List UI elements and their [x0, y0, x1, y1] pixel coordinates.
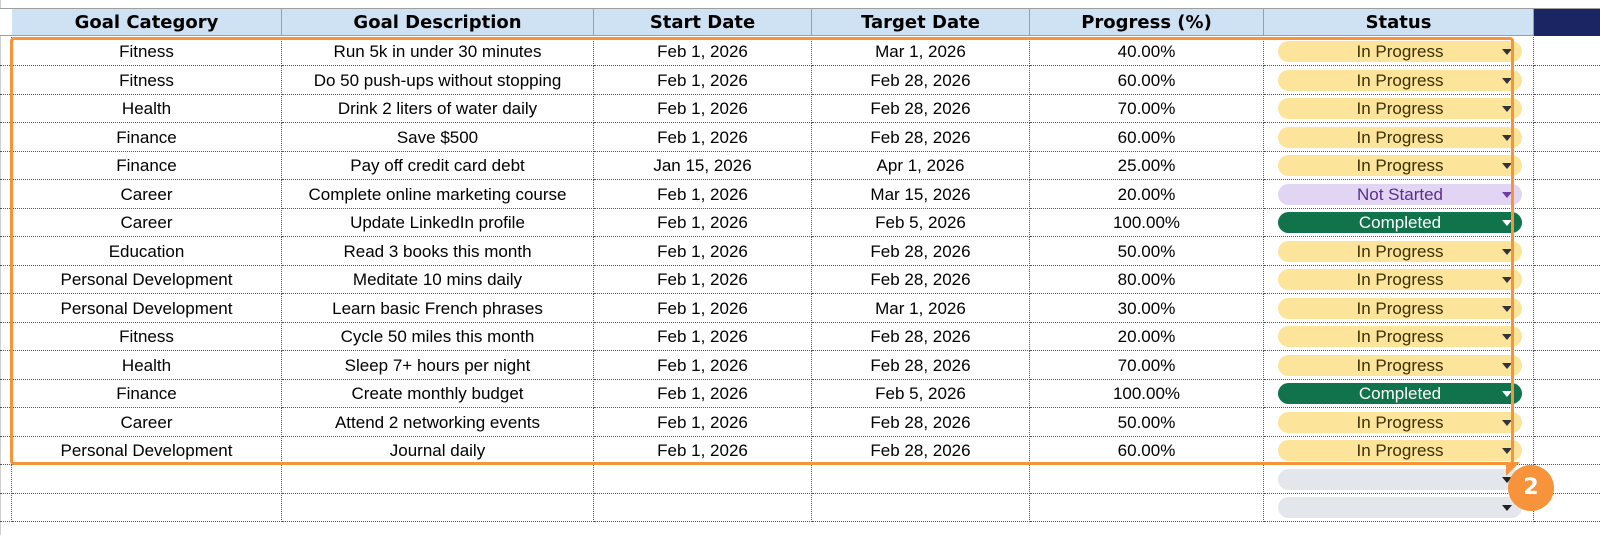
cell-goal-category[interactable]: Career: [12, 208, 282, 237]
empty-cell[interactable]: [1534, 351, 1600, 380]
empty-cell[interactable]: [1534, 123, 1600, 152]
table-row: [0, 37, 1600, 66]
status-dropdown-chip[interactable]: [1278, 212, 1522, 233]
cell-goal-category[interactable]: [12, 493, 282, 522]
empty-cell[interactable]: [1534, 379, 1600, 408]
cell-goal-category[interactable]: Personal Development: [12, 294, 282, 323]
row-gutter-cell: [0, 208, 12, 237]
row-gutter-cell: [0, 322, 12, 351]
status-dropdown-chip[interactable]: [1278, 41, 1522, 62]
empty-cell[interactable]: [1534, 180, 1600, 209]
table-row: [0, 66, 1600, 95]
cell-target-date[interactable]: Mar 1, 2026: [812, 37, 1030, 66]
status-label: In Progress: [1356, 298, 1444, 318]
cell-goal-category[interactable]: Finance: [12, 379, 282, 408]
status-label: In Progress: [1356, 241, 1444, 261]
cell-goal-description[interactable]: Do 50 push-ups without stopping: [282, 66, 594, 95]
status-dropdown-chip[interactable]: [1278, 184, 1522, 205]
empty-cell[interactable]: [1534, 408, 1600, 437]
row-gutter-cell: [0, 379, 12, 408]
dropdown-arrow-icon[interactable]: [1502, 106, 1512, 112]
status-label: In Progress: [1356, 355, 1444, 375]
cell-goal-description[interactable]: Learn basic French phrases: [282, 294, 594, 323]
row-gutter-cell: [0, 436, 12, 465]
status-label: In Progress: [1356, 441, 1444, 460]
cell-status[interactable]: [1264, 322, 1534, 351]
header-status[interactable]: Status: [1264, 8, 1534, 36]
cell-status[interactable]: [1264, 465, 1534, 494]
status-dropdown-chip[interactable]: [1278, 98, 1522, 119]
cell-start-date[interactable]: Feb 1, 2026: [594, 94, 812, 123]
cell-target-date[interactable]: Feb 28, 2026: [812, 66, 1030, 95]
empty-cell[interactable]: [1534, 151, 1600, 180]
cell-start-date[interactable]: Feb 1, 2026: [594, 237, 812, 266]
empty-cell[interactable]: [1534, 265, 1600, 294]
cell-status[interactable]: [1264, 493, 1534, 522]
table-row: [0, 465, 1600, 494]
dropdown-arrow-icon[interactable]: [1502, 306, 1512, 312]
cell-target-date[interactable]: Mar 1, 2026: [812, 294, 1030, 323]
status-dropdown-chip[interactable]: [1278, 155, 1522, 176]
dropdown-arrow-icon[interactable]: [1502, 163, 1512, 169]
dropdown-arrow-icon[interactable]: [1502, 420, 1512, 426]
cell-target-date[interactable]: Feb 28, 2026: [812, 351, 1030, 380]
cell-status[interactable]: [1264, 294, 1534, 323]
cell-progress[interactable]: [1030, 493, 1264, 522]
empty-cell[interactable]: [1534, 66, 1600, 95]
status-dropdown-chip[interactable]: [1278, 127, 1522, 148]
cell-goal-description[interactable]: Sleep 7+ hours per night: [282, 351, 594, 380]
table-row: [0, 493, 1600, 522]
cell-progress[interactable]: 60.00%: [1030, 66, 1264, 95]
row-gutter-cell: [0, 123, 12, 152]
cell-target-date[interactable]: [812, 465, 1030, 494]
cell-goal-category[interactable]: Education: [12, 237, 282, 266]
cell-start-date[interactable]: Feb 1, 2026: [594, 351, 812, 380]
empty-cell[interactable]: [1534, 294, 1600, 323]
cell-status[interactable]: [1264, 436, 1534, 465]
table-row: [0, 322, 1600, 351]
table-row: [0, 208, 1600, 237]
table-row: [0, 94, 1600, 123]
cell-start-date[interactable]: Feb 1, 2026: [594, 322, 812, 351]
cell-goal-description[interactable]: Cycle 50 miles this month: [282, 322, 594, 351]
cell-target-date[interactable]: [812, 493, 1030, 522]
cell-start-date[interactable]: Feb 1, 2026: [594, 208, 812, 237]
cell-target-date[interactable]: Apr 1, 2026: [812, 151, 1030, 180]
table-row: [0, 265, 1600, 294]
cell-start-date[interactable]: Feb 1, 2026: [594, 436, 812, 465]
cell-target-date[interactable]: Feb 28, 2026: [812, 265, 1030, 294]
table-row: [0, 408, 1600, 437]
dropdown-arrow-icon[interactable]: [1502, 391, 1512, 397]
dropdown-arrow-icon[interactable]: [1502, 448, 1512, 454]
cell-progress[interactable]: 20.00%: [1030, 180, 1264, 209]
status-dropdown-chip[interactable]: [1278, 469, 1522, 490]
cell-start-date[interactable]: Feb 1, 2026: [594, 379, 812, 408]
status-dropdown-chip[interactable]: [1278, 440, 1522, 461]
dropdown-arrow-icon[interactable]: [1502, 334, 1512, 340]
row-gutter-cell: [0, 180, 12, 209]
status-label: In Progress: [1356, 127, 1444, 147]
row-gutter-cell: [0, 465, 12, 494]
cell-goal-description[interactable]: Update LinkedIn profile: [282, 208, 594, 237]
cell-status[interactable]: [1264, 37, 1534, 66]
cell-goal-description[interactable]: [282, 465, 594, 494]
cell-target-date[interactable]: Feb 28, 2026: [812, 237, 1030, 266]
cell-goal-description[interactable]: Pay off credit card debt: [282, 151, 594, 180]
status-label: In Progress: [1356, 70, 1444, 90]
status-dropdown-chip[interactable]: [1278, 326, 1522, 347]
status-label: In Progress: [1356, 270, 1444, 289]
header-row: [0, 8, 1600, 36]
cell-goal-category[interactable]: Finance: [12, 123, 282, 152]
cell-goal-category[interactable]: [12, 465, 282, 494]
status-label: In Progress: [1356, 42, 1444, 61]
cell-target-date[interactable]: Feb 5, 2026: [812, 208, 1030, 237]
dropdown-arrow-icon[interactable]: [1502, 192, 1512, 198]
cell-progress[interactable]: 50.00%: [1030, 408, 1264, 437]
cell-goal-description[interactable]: [282, 493, 594, 522]
cell-start-date[interactable]: Feb 1, 2026: [594, 66, 812, 95]
collaborator-badge: 2: [1508, 465, 1554, 511]
row-header-corner: [0, 8, 12, 36]
status-label: In Progress: [1356, 156, 1444, 175]
header-filler: [1534, 8, 1600, 36]
table-row: [0, 180, 1600, 209]
table-row: [0, 151, 1600, 180]
header-target-date[interactable]: Target Date: [812, 8, 1030, 36]
cell-start-date[interactable]: Feb 1, 2026: [594, 180, 812, 209]
table-row: [0, 123, 1600, 152]
cell-target-date[interactable]: Feb 28, 2026: [812, 123, 1030, 152]
cell-target-date[interactable]: Feb 28, 2026: [812, 94, 1030, 123]
cell-start-date[interactable]: Feb 1, 2026: [594, 37, 812, 66]
status-dropdown-chip[interactable]: [1278, 298, 1522, 319]
row-gutter-cell: [0, 351, 12, 380]
status-label: In Progress: [1356, 412, 1444, 432]
header-goal-category[interactable]: Goal Category: [12, 8, 282, 36]
cell-goal-description[interactable]: Run 5k in under 30 minutes: [282, 37, 594, 66]
cell-goal-category[interactable]: Personal Development: [12, 436, 282, 465]
cell-goal-description[interactable]: Attend 2 networking events: [282, 408, 594, 437]
cell-goal-description[interactable]: Journal daily: [282, 436, 594, 465]
cell-goal-description[interactable]: Meditate 10 mins daily: [282, 265, 594, 294]
cell-target-date[interactable]: Mar 15, 2026: [812, 180, 1030, 209]
cell-progress[interactable]: 40.00%: [1030, 37, 1264, 66]
cell-status[interactable]: [1264, 123, 1534, 152]
cell-goal-category[interactable]: Career: [12, 180, 282, 209]
cell-progress[interactable]: 100.00%: [1030, 208, 1264, 237]
empty-cell[interactable]: [1534, 237, 1600, 266]
table-row: [0, 436, 1600, 465]
dropdown-arrow-icon[interactable]: [1502, 220, 1512, 226]
cell-progress[interactable]: 20.00%: [1030, 322, 1264, 351]
cell-start-date[interactable]: Feb 1, 2026: [594, 123, 812, 152]
cell-progress[interactable]: 30.00%: [1030, 294, 1264, 323]
cell-progress[interactable]: 100.00%: [1030, 379, 1264, 408]
header-goal-description[interactable]: Goal Description: [282, 8, 594, 36]
cell-goal-category[interactable]: Fitness: [12, 322, 282, 351]
dropdown-arrow-icon[interactable]: [1502, 363, 1512, 369]
cell-goal-category[interactable]: Health: [12, 351, 282, 380]
table-row: [0, 237, 1600, 266]
cell-goal-description[interactable]: Complete online marketing course: [282, 180, 594, 209]
status-label: Completed: [1358, 213, 1442, 232]
status-dropdown-chip[interactable]: [1278, 241, 1522, 262]
row-gutter-cell: [0, 151, 12, 180]
status-dropdown-chip[interactable]: [1278, 70, 1522, 91]
status-dropdown-chip[interactable]: [1278, 497, 1522, 518]
status-label: In Progress: [1356, 99, 1444, 118]
empty-cell[interactable]: [1534, 37, 1600, 66]
cell-start-date[interactable]: Feb 1, 2026: [594, 408, 812, 437]
cell-goal-description[interactable]: Create monthly budget: [282, 379, 594, 408]
dropdown-arrow-icon[interactable]: [1502, 505, 1512, 511]
row-gutter-cell: [0, 493, 12, 522]
header-start-date[interactable]: Start Date: [594, 8, 812, 36]
empty-cell[interactable]: [1534, 94, 1600, 123]
empty-cell[interactable]: [1534, 436, 1600, 465]
cell-start-date[interactable]: [594, 465, 812, 494]
status-label: Not Started: [1357, 184, 1443, 204]
status-label: In Progress: [1356, 327, 1444, 346]
dropdown-arrow-icon[interactable]: [1502, 78, 1512, 84]
status-dropdown-chip[interactable]: [1278, 412, 1522, 433]
cell-status[interactable]: [1264, 351, 1534, 380]
cell-start-date[interactable]: Feb 1, 2026: [594, 265, 812, 294]
cell-goal-description[interactable]: Drink 2 liters of water daily: [282, 94, 594, 123]
row-gutter-cell: [0, 265, 12, 294]
cell-status[interactable]: [1264, 379, 1534, 408]
row-gutter-cell: [0, 94, 12, 123]
cell-goal-description[interactable]: Read 3 books this month: [282, 237, 594, 266]
dropdown-arrow-icon[interactable]: [1502, 135, 1512, 141]
cell-start-date[interactable]: [594, 493, 812, 522]
row-gutter-cell: [0, 408, 12, 437]
cell-progress[interactable]: 70.00%: [1030, 94, 1264, 123]
cell-progress[interactable]: 60.00%: [1030, 123, 1264, 152]
row-gutter-cell: [0, 37, 12, 66]
cell-status[interactable]: [1264, 94, 1534, 123]
row-gutter-cell: [0, 66, 12, 95]
row-gutter-cell: [0, 294, 12, 323]
dropdown-arrow-icon[interactable]: [1502, 277, 1512, 283]
cell-status[interactable]: [1264, 237, 1534, 266]
cell-goal-description[interactable]: Save $500: [282, 123, 594, 152]
cell-progress[interactable]: 70.00%: [1030, 351, 1264, 380]
cell-status[interactable]: [1264, 180, 1534, 209]
cell-progress[interactable]: 50.00%: [1030, 237, 1264, 266]
cell-status[interactable]: [1264, 208, 1534, 237]
cell-status[interactable]: [1264, 151, 1534, 180]
cell-target-date[interactable]: Feb 5, 2026: [812, 379, 1030, 408]
cell-goal-category[interactable]: Career: [12, 408, 282, 437]
table-row: [0, 379, 1600, 408]
cell-progress[interactable]: [1030, 465, 1264, 494]
dropdown-arrow-icon[interactable]: [1502, 49, 1512, 55]
cell-target-date[interactable]: Feb 28, 2026: [812, 322, 1030, 351]
cell-goal-category[interactable]: Health: [12, 94, 282, 123]
cell-target-date[interactable]: Feb 28, 2026: [812, 408, 1030, 437]
dropdown-arrow-icon[interactable]: [1502, 249, 1512, 255]
cell-status[interactable]: [1264, 265, 1534, 294]
cell-start-date[interactable]: Feb 1, 2026: [594, 294, 812, 323]
status-label: Completed: [1358, 384, 1442, 403]
header-progress[interactable]: Progress (%): [1030, 8, 1264, 36]
cell-start-date[interactable]: Jan 15, 2026: [594, 151, 812, 180]
cell-progress[interactable]: 60.00%: [1030, 436, 1264, 465]
cell-goal-category[interactable]: Fitness: [12, 66, 282, 95]
cell-goal-category[interactable]: Fitness: [12, 37, 282, 66]
empty-cell[interactable]: [1534, 208, 1600, 237]
status-dropdown-chip[interactable]: [1278, 383, 1522, 404]
status-dropdown-chip[interactable]: [1278, 269, 1522, 290]
cell-goal-category[interactable]: Finance: [12, 151, 282, 180]
cell-status[interactable]: [1264, 408, 1534, 437]
table-row: [0, 294, 1600, 323]
row-gutter-cell: [0, 237, 12, 266]
cell-goal-category[interactable]: Personal Development: [12, 265, 282, 294]
table-row: [0, 351, 1600, 380]
cell-target-date[interactable]: Feb 28, 2026: [812, 436, 1030, 465]
cell-progress[interactable]: 80.00%: [1030, 265, 1264, 294]
status-dropdown-chip[interactable]: [1278, 355, 1522, 376]
cell-status[interactable]: [1264, 66, 1534, 95]
cell-progress[interactable]: 25.00%: [1030, 151, 1264, 180]
empty-cell[interactable]: [1534, 322, 1600, 351]
